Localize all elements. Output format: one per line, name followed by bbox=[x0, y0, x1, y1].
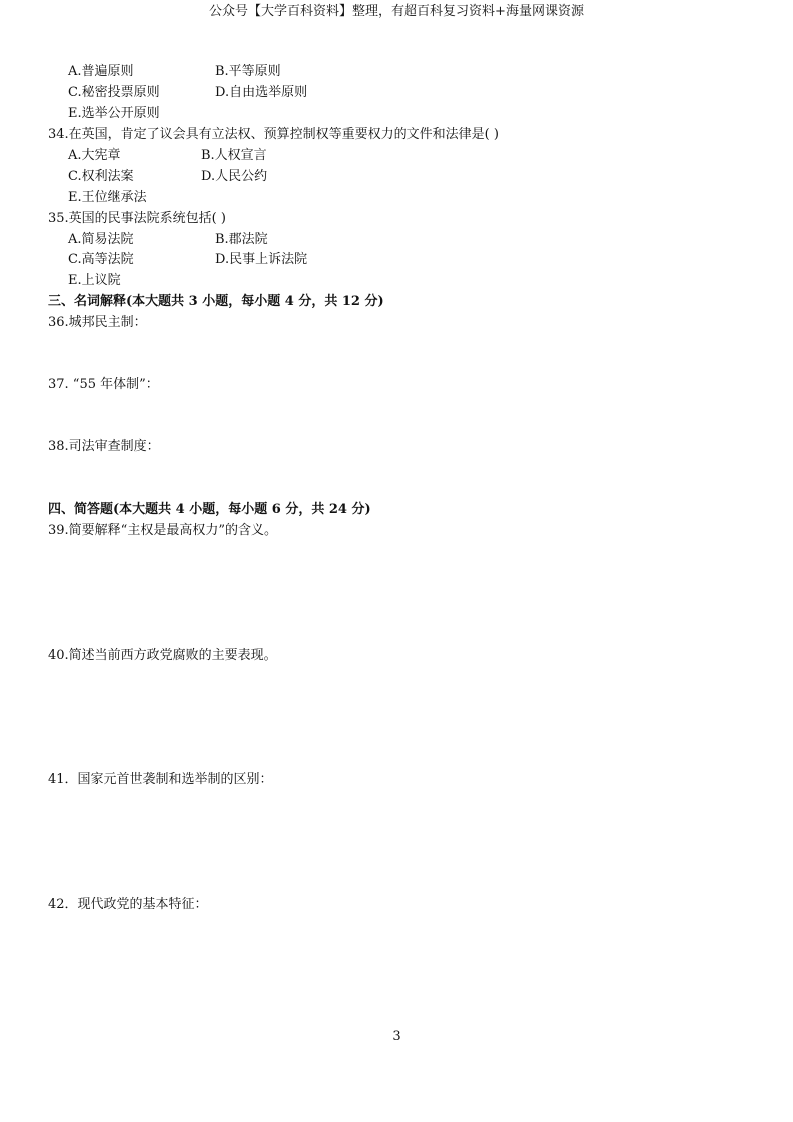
q33-option-b: B.平等原则 bbox=[215, 64, 281, 79]
q40-prompt: 40.简述当前西方政党腐败的主要表现。 bbox=[48, 648, 277, 663]
q37-prompt: 37. “55 年体制”： bbox=[48, 377, 159, 392]
page-number: 3 bbox=[392, 1029, 401, 1044]
section-4-title: 四、简答题(本大题共 4 小题，每小题 6 分，共 24 分) bbox=[48, 502, 371, 517]
q35-option-e: E.上议院 bbox=[68, 273, 121, 288]
page-header: 公众号【大学百科资料】整理，有超百科复习资料+海量网课资源 bbox=[209, 4, 584, 19]
q41-prompt: 41．国家元首世袭制和选举制的区别： bbox=[48, 772, 273, 787]
q34-option-a: A.大宪章 bbox=[68, 148, 121, 163]
q35-option-d: D.民事上诉法院 bbox=[215, 252, 308, 267]
q36-prompt: 36.城邦民主制： bbox=[48, 315, 147, 330]
q34-option-e: E.王位继承法 bbox=[68, 190, 147, 205]
q39-prompt: 39.简要解释“主权是最高权力”的含义。 bbox=[48, 523, 277, 538]
q34-option-d: D.人民公约 bbox=[201, 169, 268, 184]
section-3-title: 三、名词解释(本大题共 3 小题，每小题 4 分，共 12 分) bbox=[48, 294, 384, 309]
q33-option-a: A.普遍原则 bbox=[68, 64, 134, 79]
q42-prompt: 42．现代政党的基本特征： bbox=[48, 897, 208, 912]
q34-stem: 34.在英国，肯定了议会具有立法权、预算控制权等重要权力的文件和法律是( ) bbox=[48, 127, 499, 142]
q35-stem: 35.英国的民事法院系统包括( ) bbox=[48, 211, 226, 226]
q34-option-b: B.人权宣言 bbox=[201, 148, 267, 163]
q35-option-b: B.郡法院 bbox=[215, 232, 268, 247]
q38-prompt: 38.司法审查制度： bbox=[48, 439, 160, 454]
q33-option-c: C.秘密投票原则 bbox=[68, 85, 160, 100]
q34-option-c: C.权利法案 bbox=[68, 169, 134, 184]
q33-option-e: E.选举公开原则 bbox=[68, 106, 160, 121]
q35-option-a: A.简易法院 bbox=[68, 232, 134, 247]
q33-option-d: D.自由选举原则 bbox=[215, 85, 308, 100]
q35-option-c: C.高等法院 bbox=[68, 252, 134, 267]
